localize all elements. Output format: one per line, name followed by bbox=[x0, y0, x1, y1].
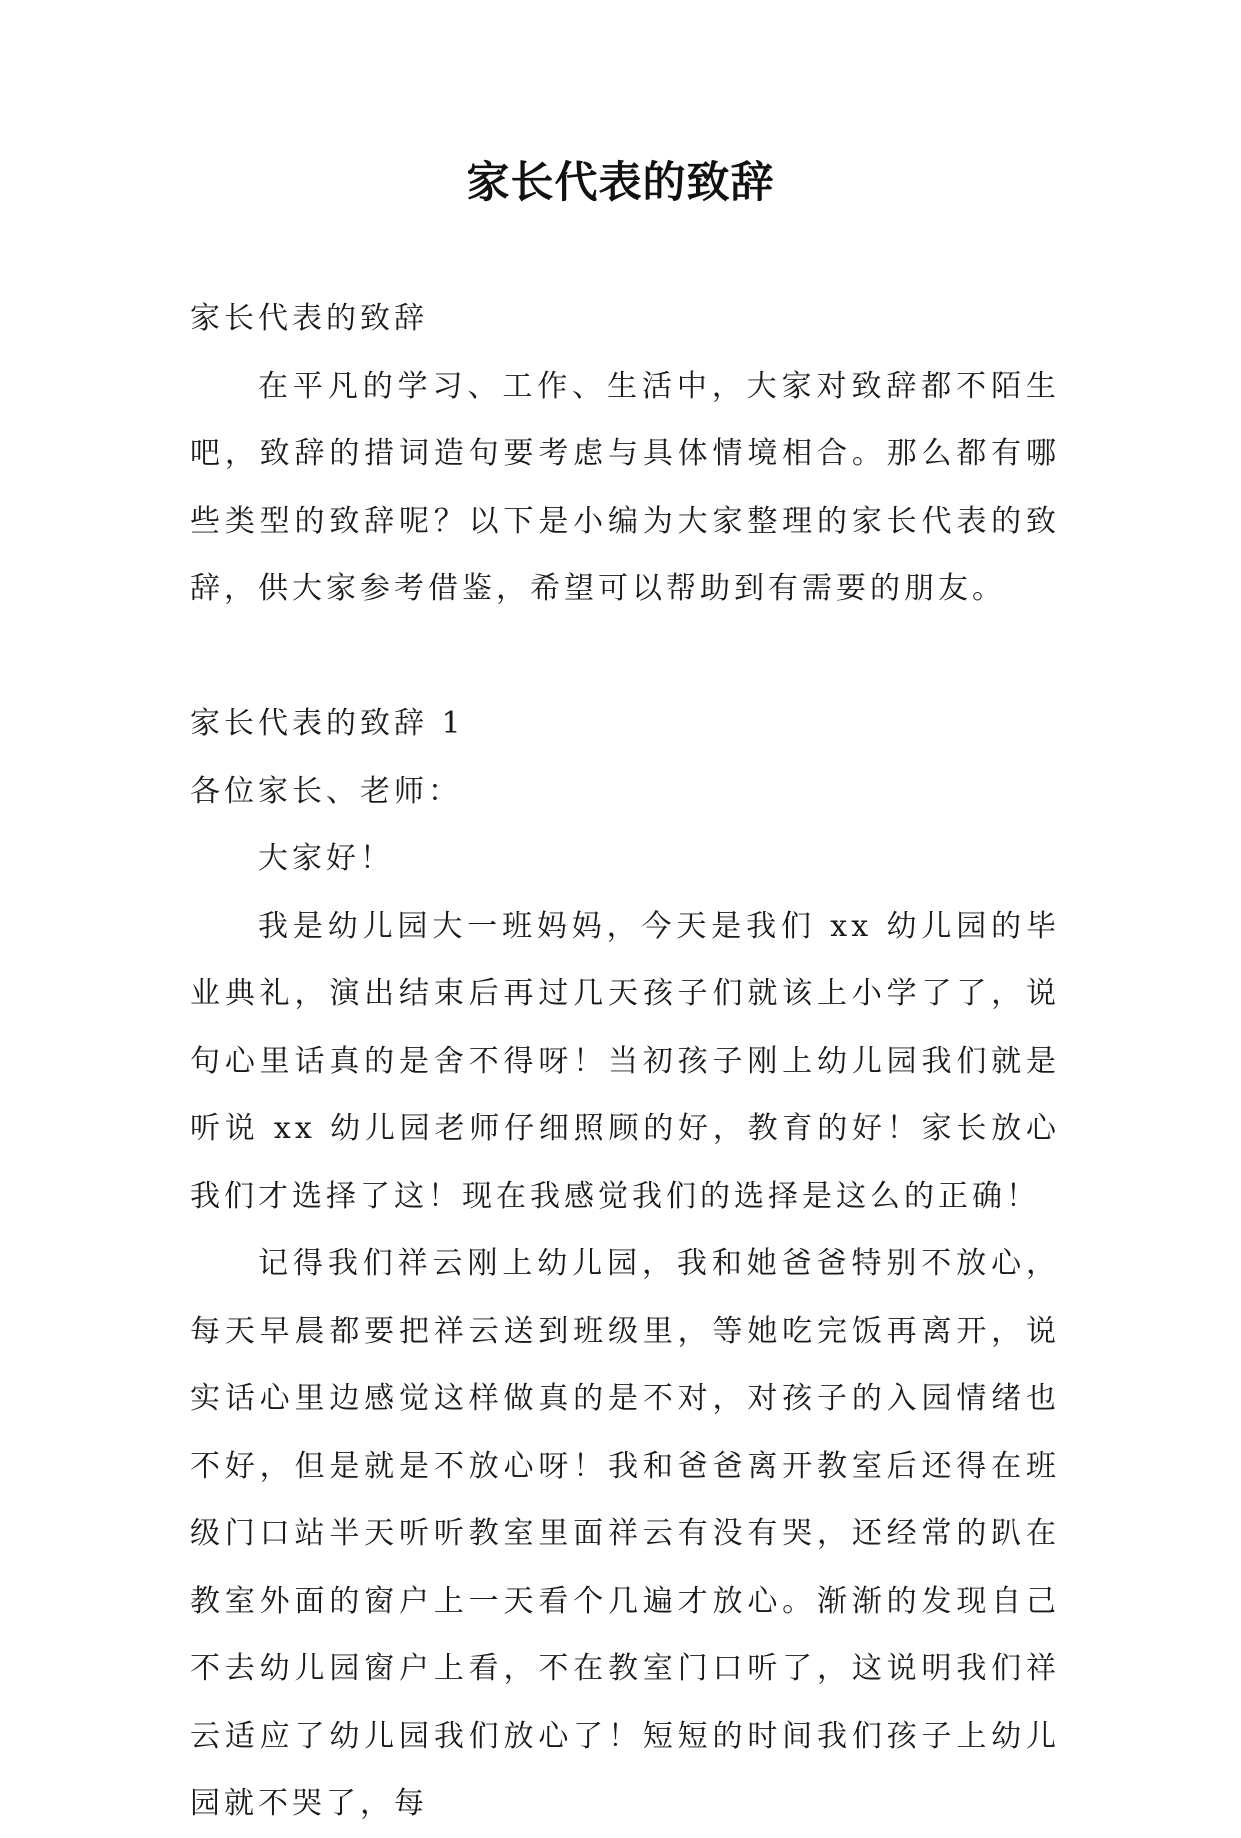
salutation: 各位家长、老师： bbox=[190, 773, 462, 809]
section-heading: 家长代表的致辞 1 bbox=[190, 706, 465, 741]
body-paragraph: 记得我们祥云刚上幼儿园，我和她爸爸特别不放心，每天早晨都要把祥云送到班级里，等她吃完饭再离开，说实话心里边感觉这样做真的是不对，对孩子的入园情绪也不好，但是就是不放心呀！我和爸爸离开教室后还得在班级门口站半天听听教室里面祥云有没有哭，还经常的趴在教室外面的窗户上一天看个几遍才放心。渐渐的发现自己不去幼儿园窗户上看，不在教室门口听了，这说明我们祥云适应了幼儿园我们放心了！短短的时间我们孩子上幼儿园就不哭了，每 bbox=[190, 1246, 1060, 1821]
body-paragraph: 我是幼儿园大一班妈妈，今天是我们 xx 幼儿园的毕业典礼，演出结束后再过几天孩子们就该上小学了了，说句心里话真的是舍不得呀！当初孩子刚上幼儿园我们就是听说 xx 幼儿园老师仔细照顾的好，教育的好！家长放心我们才选择了这！现在我感觉我们的选择是这么的正确！ bbox=[190, 908, 1060, 1214]
document-body bbox=[190, 285, 1060, 1838]
greeting: 大家好！ bbox=[258, 841, 394, 876]
intro-paragraph: 在平凡的学习、工作、生活中，大家对致辞都不陌生吧，致辞的措词造句要考虑与具体情境相合。那么都有哪些类型的致辞呢？以下是小编为大家整理的家长代表的致辞，供大家参考借鉴，希望可以帮助到有需要的朋友。 bbox=[190, 368, 1060, 606]
document-title: 家长代表的致辞 bbox=[466, 158, 775, 208]
document-subtitle: 家长代表的致辞 bbox=[190, 301, 428, 336]
